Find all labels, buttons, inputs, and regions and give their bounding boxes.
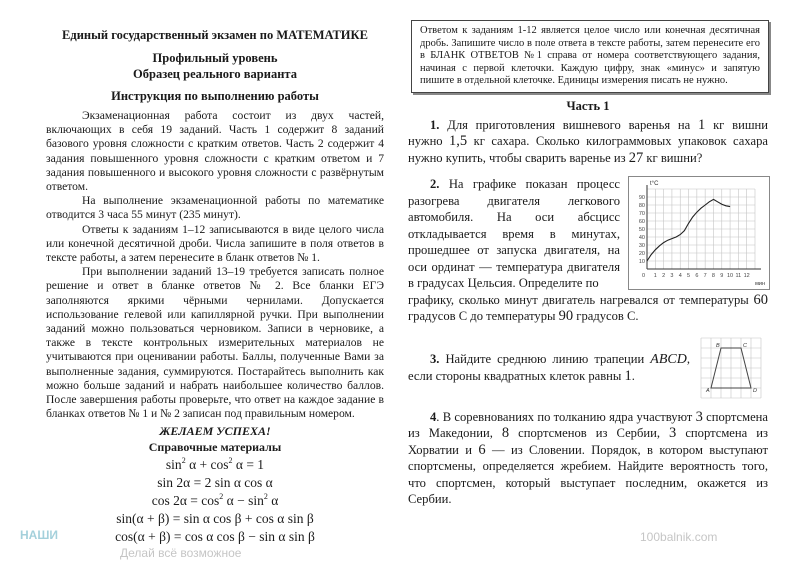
right-column: [408, 20, 768, 508]
y-tick-label: 70: [638, 211, 645, 217]
exam-variant: Образец реального варианта: [133, 67, 297, 81]
x-tick-label: 6: [695, 273, 699, 279]
x-tick-label: 12: [743, 273, 750, 279]
y-tick-label: 10: [638, 259, 645, 265]
vertex-label-b: B: [716, 342, 720, 349]
x-tick-label: 5: [687, 273, 691, 279]
watermark-logo: НАШИ: [20, 528, 59, 542]
x-tick-label: 4: [678, 273, 682, 279]
good-luck-text: ЖЕЛАЕМ УСПЕХА!: [159, 424, 271, 439]
task-2-question: графику, сколько минут двигатель нагревался от температуры 60 градусов C до температуры 90 градусов C.: [408, 291, 768, 324]
trapezoid-figure: [696, 335, 766, 401]
vertex-label-c: C: [743, 342, 747, 349]
reference-title: Справочные материалы: [148, 440, 282, 455]
formula-sin-sum: sin(α + β) = sin α cos β + cos α sin β: [116, 511, 314, 527]
x-tick-label: 8: [711, 273, 715, 279]
instruction-title: Инструкция по выполнению работы: [111, 89, 319, 103]
vertex-label-a: A: [706, 387, 710, 394]
engine-temperature-chart: [628, 176, 770, 290]
task-4: 4. В соревнованиях по толканию ядра участвуют 3 спортсмена из Македонии, 8 спортсменов из Сербии, 3 спортсмена из Хорватии и 6 — из Словении. Порядок, в котором выступают спортсмены, определяется жребием. Найдите вероятность того, что спортсмен, который выступает последним, окажется из Сербии.: [408, 408, 769, 506]
exam-title: Единый государственный экзамен по МАТЕМАТИКЕ: [62, 28, 368, 42]
y-tick-label: 40: [638, 235, 645, 241]
instruction-paragraph: На выполнение экзаменационной работы по математике отводится 3 часа 55 минут (235 минут).: [46, 194, 384, 222]
watermark-site: 100balnik.com: [640, 530, 718, 544]
task-2: [408, 176, 768, 325]
trapezoid-svg: [696, 335, 766, 401]
y-tick-label: 20: [638, 251, 645, 257]
x-tick-label: 3: [670, 273, 674, 279]
exam-level: Профильный уровень: [152, 51, 278, 65]
y-tick-label: 60: [638, 219, 645, 225]
x-tick-label: 1: [653, 273, 657, 279]
y-tick-label: 50: [638, 227, 645, 233]
task-2-text: 2. На графике показан процесс разогрева двигателя легкового автомобиля. На оси абсцисс откладывается время в минутах, прошедшее от запуска двигателя, на оси ординат — температура двигателя в градусах Цельсия. Определите по: [408, 177, 620, 290]
x-tick-label: 10: [727, 273, 734, 279]
y-axis-label: t°C: [650, 181, 659, 187]
part-title: Часть 1: [566, 98, 610, 113]
formula-cos-sum: cos(α + β) = cos α cos β − sin α sin β: [115, 529, 315, 545]
y-tick-label: 80: [638, 203, 645, 209]
task-3: [408, 335, 768, 401]
x-tick-label: 9: [720, 273, 724, 279]
x-tick-label: 2: [662, 273, 666, 279]
formula-cos-double: $\cos 2\alpha = \cos^2 \alpha - \sin^2 \alpha$: [151, 492, 279, 509]
x-axis-label: мин: [755, 281, 765, 287]
watermark-slogan: Делай всё возможное: [120, 546, 242, 560]
instruction-paragraph: Экзаменационная работа состоит из двух частей, включающих в себя 19 заданий. Часть 1 содержит 8 заданий базового уровня сложности с кратким ответов. Часть 2 содержит 4 задания повышенного уровня сложности с кратким ответом и 7 задания повышенного и высокого уровня сложности с развёрнутым ответом.: [46, 109, 384, 194]
x-tick-label: 11: [735, 273, 742, 279]
formula-sin-double: sin 2α = 2 sin α cos α: [157, 475, 273, 491]
instruction-paragraph: Ответы к заданиям 1–12 записываются в виде целого числа или конечной десятичной дроби. Числа запишите в поля ответов в тексте работы, а затем перенесите в бланк ответов № 1.: [46, 222, 384, 265]
origin-label: 0: [641, 273, 645, 279]
answer-notice-box: Ответом к заданиям 1-12 является целое число или конечная десятичная дробь. Запишите число в поле ответа в тексте работы, затем перенесите его в БЛАНК ОТВЕТОВ №1 справа от номера соответствующего задания, начиная с первой клеточки. Каждую цифру, знак «минус» и запятую пишите в отдельной клеточке. Единицы измерения писать не нужно.: [411, 20, 769, 93]
task-1: 1. Для приготовления вишневого варенья на 1 кг вишни нужно 1,5 кг сахара. Сколько килограммовых упаковок сахара нужно купить, чтобы сварить варенье из 27 кг вишни?: [408, 116, 768, 166]
instruction-paragraph: При выполнении заданий 13–19 требуется записать полное решение и ответ в бланке ответов № 2. Все бланки ЕГЭ заполняются яркими чёрными чернилами. Допускается использование гелевой или капиллярной ручки. При выполнении заданий можно пользоваться черновиком. Записи в черновике, а также в тексте контрольных измерительных материалов не учитываются при оценивании работы. Баллы, полученные Вами за выполненные задания, суммируются. Постарайтесь выполнить как можно больше заданий и набрать наибольшее количество баллов. После завершения работы проверьте, что ответ на каждое задание в бланках ответов № 1 и № 2 записан под правильным номером.: [46, 265, 384, 421]
task-3-text: 3. Найдите среднюю линию трапеции ABCD, если стороны квадратных клеток равны 1.: [408, 351, 690, 384]
chart-svg: [629, 177, 769, 289]
y-tick-label: 90: [638, 195, 645, 201]
formula-pythagorean: $\sin^2 \alpha + \cos^2 \alpha = 1$: [165, 456, 265, 473]
left-column: [46, 28, 384, 546]
y-tick-label: 30: [638, 243, 645, 249]
vertex-label-d: D: [753, 387, 757, 394]
x-tick-label: 7: [703, 273, 707, 279]
